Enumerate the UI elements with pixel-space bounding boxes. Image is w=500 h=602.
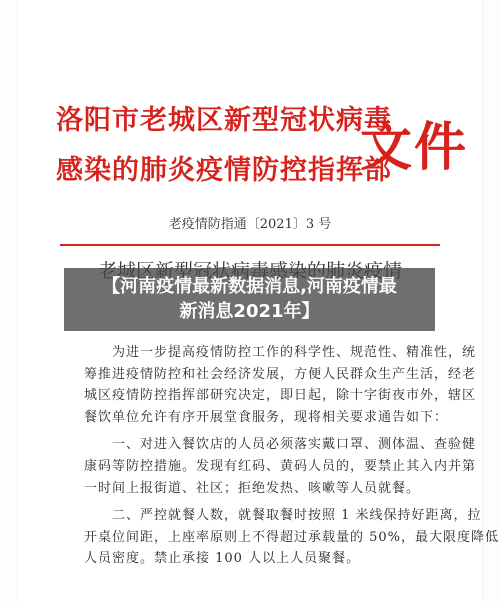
red-divider	[60, 244, 440, 246]
org-line-2: 感染的肺炎疫情防控指挥部	[56, 155, 392, 186]
body-line: 二、严控就餐人数，就餐取餐时按照 1 米线保持好距离，拉	[112, 508, 482, 524]
document-number: 老疫情防指通〔2021〕3 号	[168, 217, 332, 232]
issuing-organization	[56, 96, 392, 196]
org-line-1: 洛阳市老城区新型冠状病毒	[56, 105, 392, 136]
document-header	[56, 96, 476, 208]
document-body	[84, 342, 500, 570]
body-line: 餐饮单位允许有序开展堂食服务，现将相关要求通告如下：	[84, 409, 449, 425]
caption-banner	[64, 268, 435, 331]
body-line: 康码等防控措施。发现有红码、黄码人员的，要禁止其入内并第	[84, 458, 477, 474]
body-line: 城区疫情防控指挥部研究决定，即日起，除十字街夜市外，辖区	[84, 388, 477, 404]
body-line: 人员密度。禁止承接 100 人以上人员聚餐。	[84, 551, 361, 567]
caption-text	[64, 274, 435, 324]
body-line: 开桌位间距，上座率原则上不得超过承载量的 50%，最大限度降低	[84, 529, 500, 545]
body-line: 一时间上报街道、社区；拒绝发热、咳嗽等人员就餐。	[84, 480, 421, 496]
caption-line-1: 【河南疫情最新数据消息,河南疫情最	[102, 276, 397, 297]
body-line: 筹推进疫情防控和社会经济发展，方便人民群众生产生活，经老	[84, 366, 477, 382]
document-type-label: 文件	[360, 117, 469, 178]
body-line: 一、对进入餐饮店的人员必须落实戴口罩、测体温、查验健	[112, 437, 477, 453]
caption-line-2: 新消息2021年】	[179, 301, 320, 322]
body-line: 为进一步提高疫情防控工作的科学性、规范性、精准性，统	[112, 345, 477, 360]
